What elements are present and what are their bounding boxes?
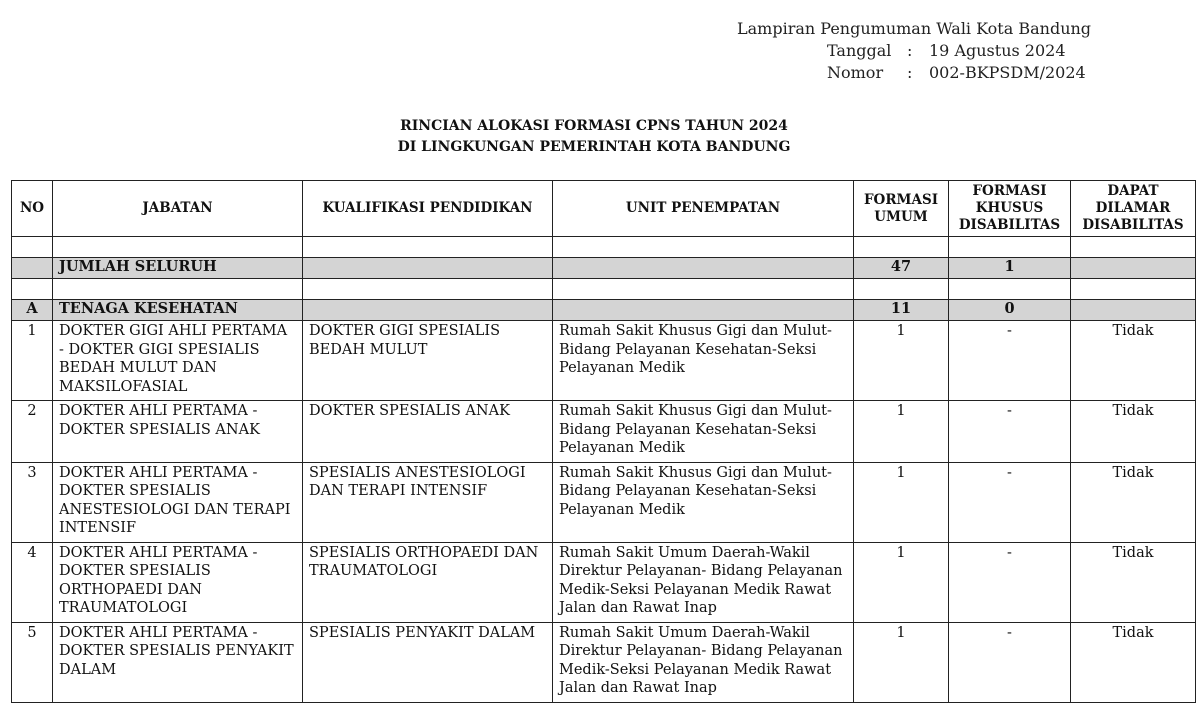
section-code: A	[12, 300, 53, 321]
nomor-value: 002-BKPSDM/2024	[929, 63, 1086, 82]
row-formasi-khusus: -	[949, 321, 1071, 401]
row-dapat-dilamar: Tidak	[1071, 622, 1196, 702]
header-kualifikasi: KUALIFIKASI PENDIDIKAN	[303, 181, 553, 237]
row-jabatan: DOKTER AHLI PERTAMA - DOKTER SPESIALIS ANAK	[53, 401, 303, 463]
tanggal-separator: :	[907, 41, 913, 60]
row-formasi-khusus: -	[949, 542, 1071, 622]
section-formasi-umum: 11	[854, 300, 949, 321]
section-label: TENAGA KESEHATAN	[53, 300, 303, 321]
header-formasi-umum: FORMASI UMUM	[854, 181, 949, 237]
row-kualifikasi: DOKTER GIGI SPESIALIS BEDAH MULUT	[303, 321, 553, 401]
row-no: 5	[12, 622, 53, 702]
row-jabatan: DOKTER GIGI AHLI PERTAMA - DOKTER GIGI SPESIALIS BEDAH MULUT DAN MAKSILOFASIAL	[53, 321, 303, 401]
row-dapat-dilamar: Tidak	[1071, 321, 1196, 401]
row-formasi-khusus: -	[949, 622, 1071, 702]
row-kualifikasi: SPESIALIS ORTHOPAEDI DAN TRAUMATOLOGI	[303, 542, 553, 622]
tanggal-value: 19 Agustus 2024	[929, 41, 1066, 60]
header-jabatan: JABATAN	[53, 181, 303, 237]
header-line-nomor	[737, 62, 1091, 84]
row-unit: Rumah Sakit Umum Daerah-Wakil Direktur Pelayanan- Bidang Pelayanan Medik-Seksi Pelayanan Medik Rawat Jalan dan Rawat Inap	[553, 622, 854, 702]
row-no: 4	[12, 542, 53, 622]
row-unit: Rumah Sakit Umum Daerah-Wakil Direktur Pelayanan- Bidang Pelayanan Medik-Seksi Pelayanan Medik Rawat Jalan dan Rawat Inap	[553, 542, 854, 622]
row-dapat-dilamar: Tidak	[1071, 542, 1196, 622]
row-kualifikasi: DOKTER SPESIALIS ANAK	[303, 401, 553, 463]
table-row	[12, 622, 1196, 702]
row-formasi-umum: 1	[854, 462, 949, 542]
row-no: 2	[12, 401, 53, 463]
total-formasi-umum: 47	[854, 258, 949, 279]
table-header-row	[12, 181, 1196, 237]
row-jabatan: DOKTER AHLI PERTAMA - DOKTER SPESIALIS PENYAKIT DALAM	[53, 622, 303, 702]
title-line-1: RINCIAN ALOKASI FORMASI CPNS TAHUN 2024	[400, 118, 788, 134]
row-no: 1	[12, 321, 53, 401]
row-unit: Rumah Sakit Khusus Gigi dan Mulut- Bidang Pelayanan Kesehatan-Seksi Pelayanan Medik	[553, 401, 854, 463]
nomor-label: Nomor	[827, 63, 884, 82]
total-label: JUMLAH SELURUH	[53, 258, 303, 279]
section-formasi-khusus: 0	[949, 300, 1071, 321]
tanggal-label: Tanggal	[827, 41, 892, 60]
header-line-lampiran: Lampiran Pengumuman Wali Kota Bandung	[737, 19, 1092, 38]
row-formasi-umum: 1	[854, 542, 949, 622]
table-row	[12, 321, 1196, 401]
header-line-tanggal	[737, 40, 1091, 62]
title-line-2: DI LINGKUNGAN PEMERINTAH KOTA BANDUNG	[397, 139, 791, 155]
row-kualifikasi: SPESIALIS PENYAKIT DALAM	[303, 622, 553, 702]
table-row	[12, 542, 1196, 622]
total-row	[12, 258, 1196, 279]
header-dapat-dilamar: DAPAT DILAMAR DISABILITAS	[1071, 181, 1196, 237]
row-unit: Rumah Sakit Khusus Gigi dan Mulut- Bidang Pelayanan Kesehatan-Seksi Pelayanan Medik	[553, 462, 854, 542]
row-formasi-khusus: -	[949, 462, 1071, 542]
row-formasi-umum: 1	[854, 622, 949, 702]
total-formasi-khusus: 1	[949, 258, 1071, 279]
nomor-separator: :	[907, 63, 913, 82]
header-no: NO	[12, 181, 53, 237]
spacer-row	[12, 279, 1196, 300]
row-formasi-umum: 1	[854, 321, 949, 401]
table-row	[12, 401, 1196, 463]
row-no: 3	[12, 462, 53, 542]
row-dapat-dilamar: Tidak	[1071, 462, 1196, 542]
row-formasi-umum: 1	[854, 401, 949, 463]
document-header	[737, 18, 1091, 84]
row-unit: Rumah Sakit Khusus Gigi dan Mulut- Bidang Pelayanan Kesehatan-Seksi Pelayanan Medik	[553, 321, 854, 401]
section-row	[12, 300, 1196, 321]
row-dapat-dilamar: Tidak	[1071, 401, 1196, 463]
allocation-table	[11, 180, 1196, 703]
header-unit: UNIT PENEMPATAN	[553, 181, 854, 237]
document-title	[0, 116, 1188, 158]
header-formasi-khusus: FORMASI KHUSUS DISABILITAS	[949, 181, 1071, 237]
row-jabatan: DOKTER AHLI PERTAMA - DOKTER SPESIALIS ANESTESIOLOGI DAN TERAPI INTENSIF	[53, 462, 303, 542]
row-formasi-khusus: -	[949, 401, 1071, 463]
row-kualifikasi: SPESIALIS ANESTESIOLOGI DAN TERAPI INTENSIF	[303, 462, 553, 542]
spacer-row	[12, 237, 1196, 258]
table-row	[12, 462, 1196, 542]
row-jabatan: DOKTER AHLI PERTAMA - DOKTER SPESIALIS ORTHOPAEDI DAN TRAUMATOLOGI	[53, 542, 303, 622]
